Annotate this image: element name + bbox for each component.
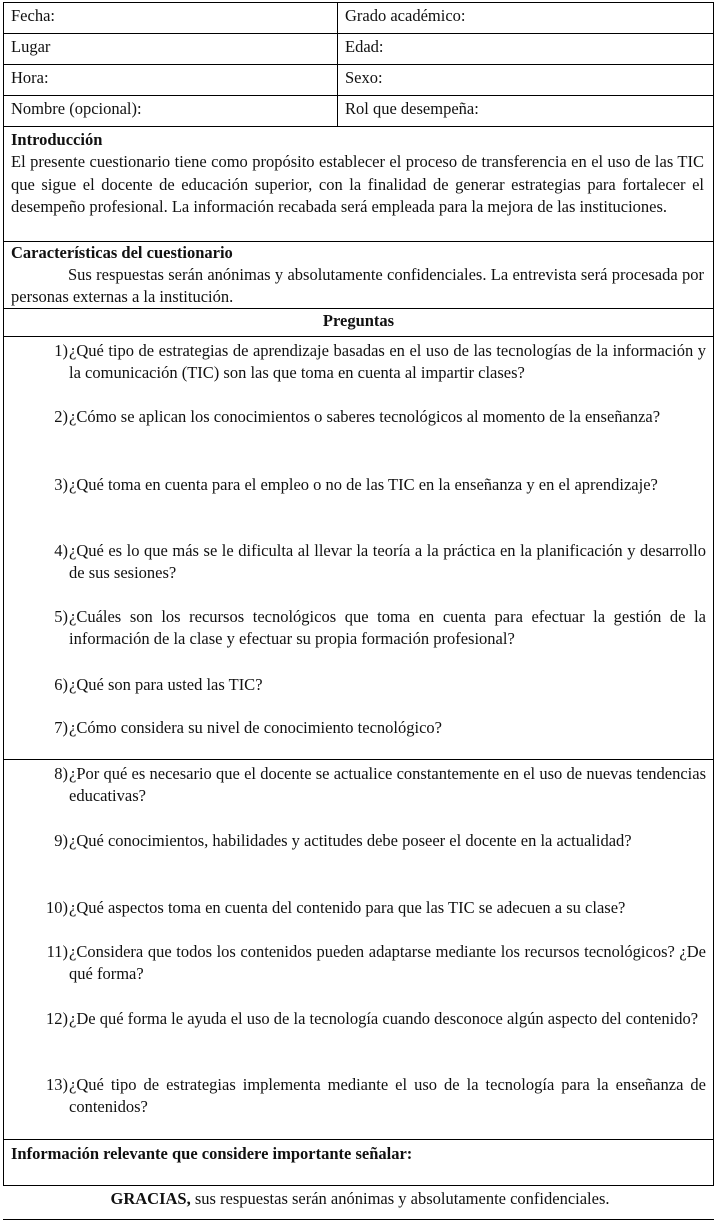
intro-section — [11, 129, 704, 219]
field-sexo: Sexo: — [345, 68, 383, 87]
field-nombre: Nombre (opcional): — [11, 99, 142, 118]
table-border-left — [3, 2, 4, 1185]
question-item — [40, 1008, 706, 1030]
footer-thanks — [0, 1188, 720, 1210]
question-text: ¿Cómo se aplican los conocimientos o saberes tecnológicos al momento de la enseñanza? — [69, 407, 661, 426]
page-break-divider — [3, 759, 714, 760]
field-lugar: Lugar — [11, 37, 51, 56]
question-item — [40, 897, 706, 919]
question-text: ¿Cómo considera su nivel de conocimiento tecnológico? — [69, 718, 442, 737]
question-number: 4) — [54, 541, 68, 560]
question-number: 11) — [46, 942, 68, 961]
question-number: 13) — [46, 1075, 68, 1094]
caracteristicas-text: Sus respuestas serán anónimas y absolutamente confidenciales. La entrevista será procesada por personas externas a la institución. — [11, 265, 704, 306]
row-divider — [3, 126, 714, 127]
question-item — [40, 1074, 706, 1118]
preguntas-title: Preguntas — [322, 311, 395, 330]
question-item — [40, 340, 706, 384]
question-item — [40, 474, 706, 496]
footer-text: sus respuestas serán anónimas y absolutamente confidenciales. — [190, 1189, 610, 1208]
question-number: 6) — [54, 675, 68, 694]
question-item — [40, 717, 706, 739]
footer-gracias: GRACIAS, — [110, 1189, 191, 1208]
row-divider — [3, 64, 714, 65]
question-text: ¿Qué tipo de estrategias implementa mediante el uso de la tecnología para la enseñanza de contenidos? — [69, 1075, 706, 1116]
question-number: 7) — [54, 718, 68, 737]
question-number: 2) — [54, 407, 68, 426]
question-item — [40, 406, 706, 428]
question-text: ¿De qué forma le ayuda el uso de la tecnología cuando desconoce algún aspecto del contenido? — [69, 1009, 699, 1028]
relevante-title: Información relevante que considere importante señalar: — [11, 1144, 413, 1163]
question-text: ¿Qué conocimientos, habilidades y actitudes debe poseer el docente en la actualidad? — [69, 831, 632, 850]
intro-text: El presente cuestionario tiene como propósito establecer el proceso de transferencia en el uso de las TIC que sigue el docente de educación superior, con la finalidad de generar estrategias para fortalecer el desempeño profesional. La información recabada será empleada para la mejora de las instituciones. — [11, 152, 704, 216]
field-fecha: Fecha: — [11, 6, 55, 25]
question-item — [40, 941, 706, 985]
question-text: ¿Qué son para usted las TIC? — [69, 675, 263, 694]
question-number: 3) — [54, 475, 68, 494]
field-edad: Edad: — [345, 37, 384, 56]
footer-rule — [3, 1219, 714, 1220]
field-hora: Hora: — [11, 68, 49, 87]
question-number: 8) — [54, 764, 68, 783]
table-border-top — [3, 2, 714, 3]
question-number: 10) — [46, 898, 68, 917]
table-border-right — [713, 2, 714, 1185]
row-divider — [3, 95, 714, 96]
caracteristicas-title: Características del cuestionario — [11, 243, 233, 262]
question-item — [40, 606, 706, 650]
question-item — [40, 763, 706, 807]
intro-title: Introducción — [11, 130, 103, 149]
table-border-bottom — [3, 1185, 714, 1186]
question-item — [40, 830, 706, 852]
field-grado-academico: Grado académico: — [345, 6, 466, 25]
question-text: ¿Qué aspectos toma en cuenta del contenido para que las TIC se adecuen a su clase? — [69, 898, 626, 917]
question-item — [40, 674, 706, 696]
caracteristicas-section — [11, 242, 704, 308]
question-number: 9) — [54, 831, 68, 850]
question-text: ¿Qué toma en cuenta para el empleo o no de las TIC en la enseñanza y en el aprendizaje? — [69, 475, 658, 494]
field-rol: Rol que desempeña: — [345, 99, 479, 118]
question-number: 5) — [54, 607, 68, 626]
question-text: ¿Por qué es necesario que el docente se actualice constantemente en el uso de nuevas tendencias educativas? — [69, 764, 706, 805]
question-item — [40, 540, 706, 584]
row-divider — [3, 336, 714, 337]
row-divider — [3, 308, 714, 309]
row-divider — [3, 33, 714, 34]
row-divider — [3, 1139, 714, 1140]
question-text: ¿Considera que todos los contenidos pueden adaptarse mediante los recursos tecnológicos? ¿De qué forma? — [69, 942, 706, 983]
question-text: ¿Qué tipo de estrategias de aprendizaje basadas en el uso de las tecnologías de la información y la comunicación (TIC) son las que toma en cuenta al impartir clases? — [69, 341, 706, 382]
question-text: ¿Cuáles son los recursos tecnológicos que toma en cuenta para efectuar la gestión de la información de la clase y efectuar su propia formación profesional? — [69, 607, 706, 648]
question-number: 1) — [54, 341, 68, 360]
question-number: 12) — [46, 1009, 68, 1028]
question-text: ¿Qué es lo que más se le dificulta al llevar la teoría a la práctica en la planificación y desarrollo de sus sesiones? — [69, 541, 706, 582]
